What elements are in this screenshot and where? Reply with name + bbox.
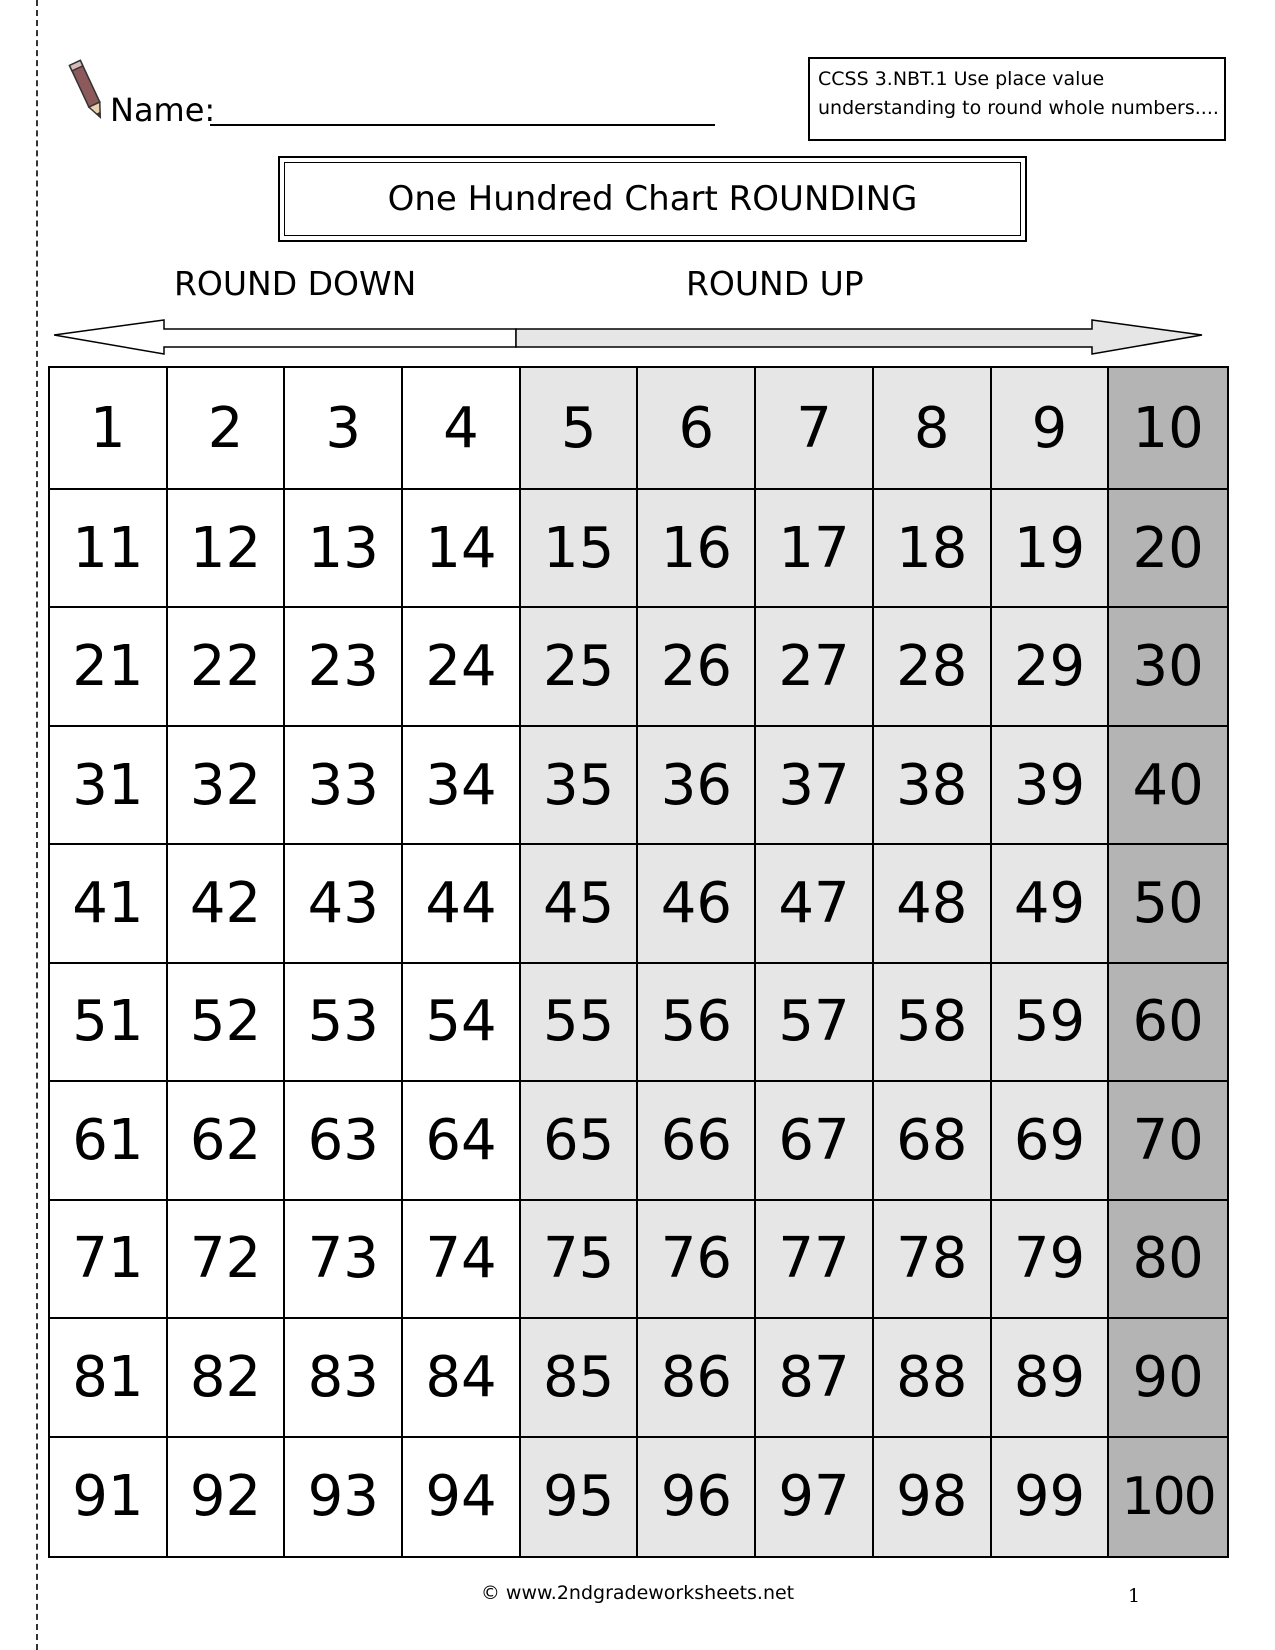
grid-cell: 95 [521, 1438, 639, 1556]
grid-cell: 98 [874, 1438, 992, 1556]
grid-cell: 18 [874, 490, 992, 608]
grid-cell: 35 [521, 727, 639, 845]
grid-cell: 17 [756, 490, 874, 608]
grid-cell: 7 [756, 368, 874, 490]
grid-cell: 54 [403, 964, 521, 1082]
grid-cell: 26 [638, 608, 756, 726]
name-input-line[interactable] [210, 124, 715, 126]
grid-cell: 34 [403, 727, 521, 845]
grid-cell: 67 [756, 1082, 874, 1200]
grid-cell: 81 [50, 1319, 168, 1437]
grid-cell: 14 [403, 490, 521, 608]
grid-cell: 46 [638, 845, 756, 963]
grid-cell: 47 [756, 845, 874, 963]
grid-cell: 78 [874, 1201, 992, 1319]
grid-cell: 83 [285, 1319, 403, 1437]
grid-cell: 1 [50, 368, 168, 490]
grid-cell: 20 [1109, 490, 1227, 608]
grid-cell: 84 [403, 1319, 521, 1437]
round-down-label: ROUND DOWN [174, 264, 417, 303]
grid-cell: 44 [403, 845, 521, 963]
standard-line-2: understanding to round whole numbers.... [818, 97, 1219, 119]
grid-cell: 25 [521, 608, 639, 726]
grid-cell: 31 [50, 727, 168, 845]
grid-cell: 66 [638, 1082, 756, 1200]
grid-cell: 68 [874, 1082, 992, 1200]
grid-cell: 21 [50, 608, 168, 726]
grid-cell: 64 [403, 1082, 521, 1200]
grid-cell: 48 [874, 845, 992, 963]
grid-cell: 24 [403, 608, 521, 726]
grid-cell: 4 [403, 368, 521, 490]
grid-cell: 82 [168, 1319, 286, 1437]
grid-cell: 3 [285, 368, 403, 490]
grid-cell: 28 [874, 608, 992, 726]
standard-box [808, 57, 1226, 141]
grid-cell: 60 [1109, 964, 1227, 1082]
grid-cell: 40 [1109, 727, 1227, 845]
grid-cell: 92 [168, 1438, 286, 1556]
grid-cell: 91 [50, 1438, 168, 1556]
grid-cell: 99 [992, 1438, 1110, 1556]
grid-cell: 74 [403, 1201, 521, 1319]
round-up-label: ROUND UP [686, 264, 864, 303]
grid-cell: 6 [638, 368, 756, 490]
grid-cell: 8 [874, 368, 992, 490]
grid-cell: 22 [168, 608, 286, 726]
grid-cell: 94 [403, 1438, 521, 1556]
grid-cell: 2 [168, 368, 286, 490]
grid-cell: 73 [285, 1201, 403, 1319]
grid-cell: 59 [992, 964, 1110, 1082]
grid-cell: 65 [521, 1082, 639, 1200]
grid-cell: 39 [992, 727, 1110, 845]
grid-cell: 37 [756, 727, 874, 845]
grid-cell: 75 [521, 1201, 639, 1319]
footer-credit: © www.2ndgradeworksheets.net [480, 1582, 795, 1604]
grid-cell: 36 [638, 727, 756, 845]
page-title: One Hundred Chart ROUNDING [284, 162, 1021, 236]
grid-cell: 19 [992, 490, 1110, 608]
title-box [278, 156, 1027, 242]
grid-cell: 55 [521, 964, 639, 1082]
grid-cell: 86 [638, 1319, 756, 1437]
grid-cell: 51 [50, 964, 168, 1082]
grid-cell: 27 [756, 608, 874, 726]
grid-cell: 5 [521, 368, 639, 490]
grid-cell: 85 [521, 1319, 639, 1437]
grid-cell: 23 [285, 608, 403, 726]
grid-cell: 43 [285, 845, 403, 963]
standard-line-1: CCSS 3.NBT.1 Use place value [818, 68, 1105, 90]
grid-cell: 41 [50, 845, 168, 963]
grid-cell: 10 [1109, 368, 1227, 490]
grid-cell: 69 [992, 1082, 1110, 1200]
grid-cell: 30 [1109, 608, 1227, 726]
grid-cell: 76 [638, 1201, 756, 1319]
grid-cell: 77 [756, 1201, 874, 1319]
grid-cell: 87 [756, 1319, 874, 1437]
grid-cell: 80 [1109, 1201, 1227, 1319]
grid-cell: 57 [756, 964, 874, 1082]
grid-cell: 58 [874, 964, 992, 1082]
grid-cell: 63 [285, 1082, 403, 1200]
name-label: Name: [110, 91, 216, 129]
grid-cell: 53 [285, 964, 403, 1082]
grid-cell: 49 [992, 845, 1110, 963]
pencil-icon [68, 56, 108, 126]
page-number: 1 [1128, 1585, 1141, 1607]
grid-cell: 33 [285, 727, 403, 845]
grid-cell: 32 [168, 727, 286, 845]
rounding-arrow [54, 318, 1204, 358]
grid-cell: 61 [50, 1082, 168, 1200]
grid-cell: 89 [992, 1319, 1110, 1437]
grid-cell: 9 [992, 368, 1110, 490]
grid-cell: 62 [168, 1082, 286, 1200]
grid-cell: 100 [1109, 1438, 1227, 1556]
round-up-arrow [516, 320, 1202, 354]
grid-cell: 72 [168, 1201, 286, 1319]
grid-cell: 93 [285, 1438, 403, 1556]
grid-cell: 12 [168, 490, 286, 608]
grid-cell: 97 [756, 1438, 874, 1556]
grid-cell: 38 [874, 727, 992, 845]
grid-cell: 29 [992, 608, 1110, 726]
grid-cell: 70 [1109, 1082, 1227, 1200]
grid-cell: 50 [1109, 845, 1227, 963]
grid-cell: 90 [1109, 1319, 1227, 1437]
grid-cell: 96 [638, 1438, 756, 1556]
grid-cell: 71 [50, 1201, 168, 1319]
grid-cell: 11 [50, 490, 168, 608]
grid-cell: 16 [638, 490, 756, 608]
grid-cell: 79 [992, 1201, 1110, 1319]
grid-cell: 42 [168, 845, 286, 963]
grid-cell: 52 [168, 964, 286, 1082]
cut-line [36, 0, 38, 1650]
grid-cell: 56 [638, 964, 756, 1082]
grid-cell: 15 [521, 490, 639, 608]
grid-cell: 88 [874, 1319, 992, 1437]
grid-cell: 13 [285, 490, 403, 608]
grid-cell: 45 [521, 845, 639, 963]
hundred-chart-grid [48, 366, 1229, 1558]
round-down-arrow [54, 320, 516, 354]
